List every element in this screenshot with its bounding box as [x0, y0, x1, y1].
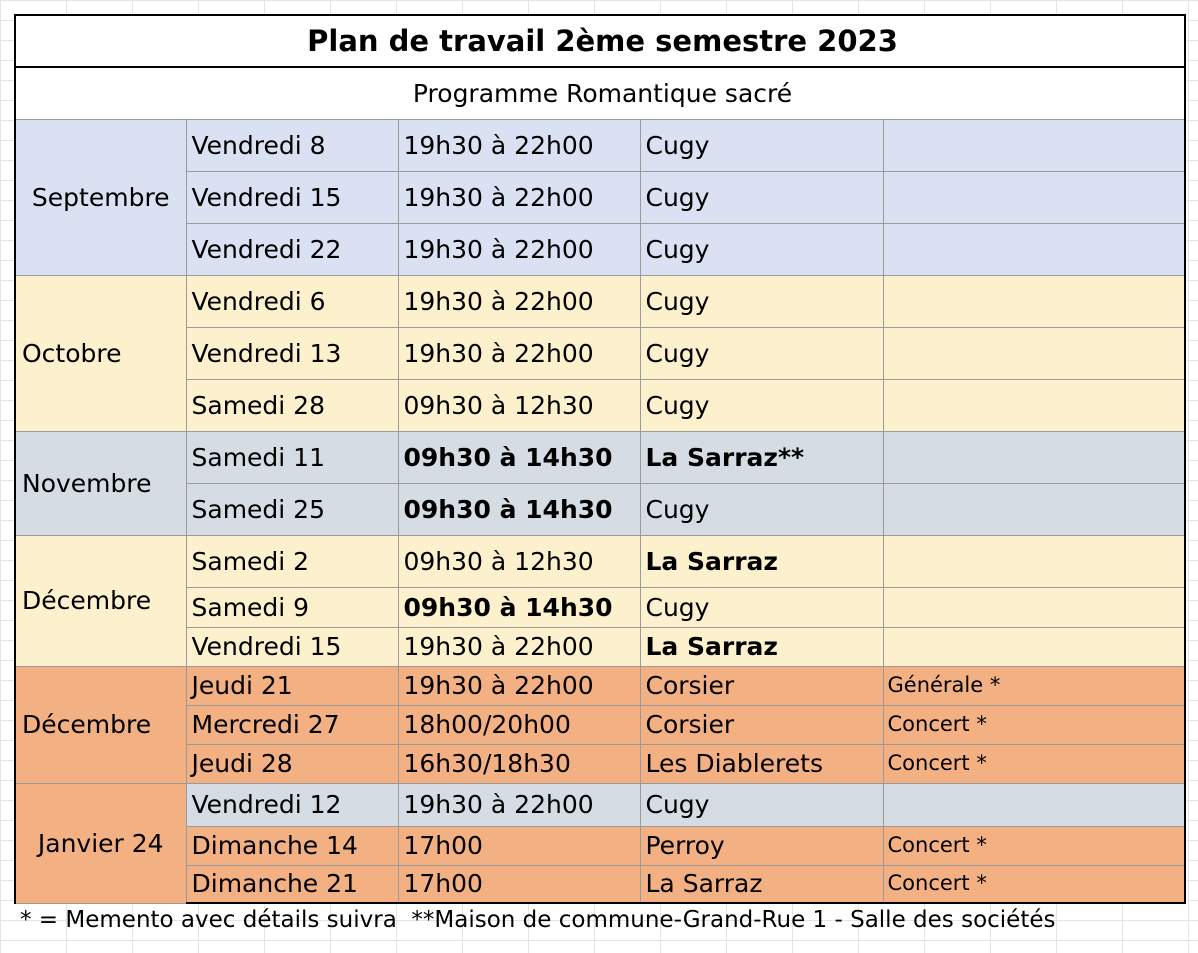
place-cell: Corsier — [640, 666, 883, 705]
place-cell: Perroy — [640, 826, 883, 865]
day-cell: Vendredi 22 — [186, 223, 398, 275]
table-row — [15, 627, 1185, 666]
day-cell: Vendredi 15 — [186, 627, 398, 666]
note-cell — [883, 587, 1185, 627]
day-cell: Jeudi 28 — [186, 744, 398, 783]
place-cell: Cugy — [640, 783, 883, 826]
table-row — [15, 379, 1185, 431]
note-cell: Concert * — [883, 744, 1185, 783]
month-label-decembre: Décembre — [15, 535, 186, 666]
time-cell: 09h30 à 14h30 — [398, 483, 640, 535]
day-cell: Vendredi 6 — [186, 275, 398, 327]
note-cell — [883, 627, 1185, 666]
table-row — [15, 119, 1185, 171]
place-cell: Cugy — [640, 171, 883, 223]
place-cell: Cugy — [640, 119, 883, 171]
table-row — [15, 865, 1185, 903]
place-cell: Cugy — [640, 223, 883, 275]
day-cell: Vendredi 15 — [186, 171, 398, 223]
time-cell: 19h30 à 22h00 — [398, 171, 640, 223]
month-label-decembre-concerts: Décembre — [15, 666, 186, 783]
time-cell: 09h30 à 12h30 — [398, 379, 640, 431]
day-cell: Samedi 25 — [186, 483, 398, 535]
note-cell: Concert * — [883, 865, 1185, 903]
table-row — [15, 783, 1185, 826]
table-row — [15, 587, 1185, 627]
time-cell: 19h30 à 22h00 — [398, 666, 640, 705]
place-cell: Cugy — [640, 327, 883, 379]
note-cell — [883, 223, 1185, 275]
place-cell: Corsier — [640, 705, 883, 744]
table-row — [15, 666, 1185, 705]
note-cell: Générale * — [883, 666, 1185, 705]
table-row — [15, 744, 1185, 783]
table-row — [15, 826, 1185, 865]
day-cell: Jeudi 21 — [186, 666, 398, 705]
time-cell: 09h30 à 14h30 — [398, 431, 640, 483]
note-cell — [883, 535, 1185, 587]
time-cell: 19h30 à 22h00 — [398, 223, 640, 275]
table-row — [15, 705, 1185, 744]
day-cell: Vendredi 12 — [186, 783, 398, 826]
time-cell: 16h30/18h30 — [398, 744, 640, 783]
table-row — [15, 327, 1185, 379]
table-row — [15, 535, 1185, 587]
footnote: * = Memento avec détails suivra **Maison de commune-Grand-Rue 1 - Salle des sociétés — [20, 907, 1056, 933]
time-cell: 17h00 — [398, 826, 640, 865]
note-cell — [883, 379, 1185, 431]
program-subtitle: Programme Romantique sacré — [15, 67, 1185, 119]
day-cell: Samedi 28 — [186, 379, 398, 431]
table-row — [15, 431, 1185, 483]
note-cell — [883, 483, 1185, 535]
schedule-table — [14, 14, 1186, 904]
note-cell — [883, 783, 1185, 826]
time-cell: 09h30 à 12h30 — [398, 535, 640, 587]
note-cell — [883, 171, 1185, 223]
time-cell: 09h30 à 14h30 — [398, 587, 640, 627]
day-cell: Vendredi 13 — [186, 327, 398, 379]
place-cell: Les Diablerets — [640, 744, 883, 783]
place-cell: La Sarraz** — [640, 431, 883, 483]
day-cell: Dimanche 14 — [186, 826, 398, 865]
note-cell — [883, 119, 1185, 171]
note-cell — [883, 431, 1185, 483]
note-cell: Concert * — [883, 826, 1185, 865]
time-cell: 17h00 — [398, 865, 640, 903]
place-cell: Cugy — [640, 587, 883, 627]
day-cell: Samedi 11 — [186, 431, 398, 483]
time-cell: 19h30 à 22h00 — [398, 275, 640, 327]
place-cell: Cugy — [640, 483, 883, 535]
day-cell: Samedi 2 — [186, 535, 398, 587]
day-cell: Mercredi 27 — [186, 705, 398, 744]
table-row — [15, 223, 1185, 275]
time-cell: 19h30 à 22h00 — [398, 327, 640, 379]
page-title: Plan de travail 2ème semestre 2023 — [15, 15, 1185, 67]
month-label-novembre: Novembre — [15, 431, 186, 535]
place-cell: La Sarraz — [640, 535, 883, 587]
day-cell: Samedi 9 — [186, 587, 398, 627]
day-cell: Dimanche 21 — [186, 865, 398, 903]
place-cell: Cugy — [640, 275, 883, 327]
day-cell: Vendredi 8 — [186, 119, 398, 171]
table-row — [15, 483, 1185, 535]
time-cell: 19h30 à 22h00 — [398, 627, 640, 666]
note-cell — [883, 327, 1185, 379]
table-row — [15, 171, 1185, 223]
month-label-octobre: Octobre — [15, 275, 186, 431]
month-label-septembre: Septembre — [15, 119, 186, 275]
place-cell: La Sarraz — [640, 865, 883, 903]
place-cell: Cugy — [640, 379, 883, 431]
month-label-janvier: Janvier 24 — [15, 783, 186, 903]
note-cell — [883, 275, 1185, 327]
note-cell: Concert * — [883, 705, 1185, 744]
place-cell: La Sarraz — [640, 627, 883, 666]
time-cell: 18h00/20h00 — [398, 705, 640, 744]
time-cell: 19h30 à 22h00 — [398, 119, 640, 171]
time-cell: 19h30 à 22h00 — [398, 783, 640, 826]
table-row — [15, 275, 1185, 327]
